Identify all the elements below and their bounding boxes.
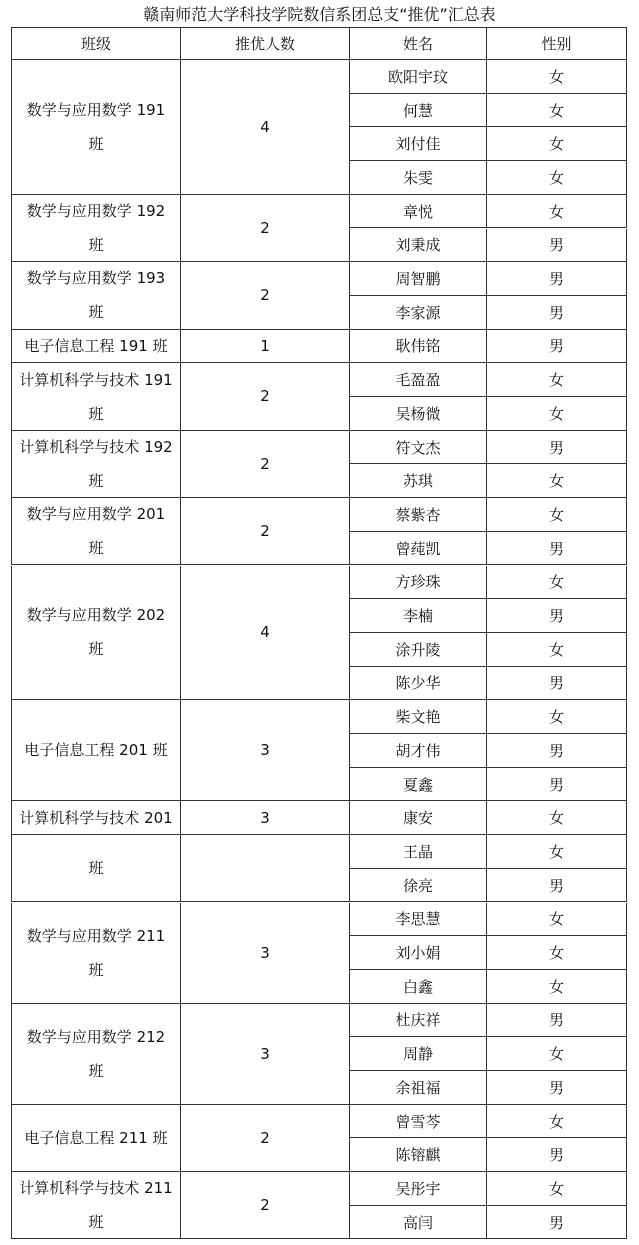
student-name-cell	[350, 464, 487, 498]
recommend-count-cell-text: 2	[260, 1196, 270, 1215]
student-gender-cell-text: 女	[548, 404, 564, 423]
student-gender-cell	[487, 1206, 627, 1240]
student-name-cell-text: 杜庆祥	[395, 1011, 441, 1030]
student-gender-cell	[487, 127, 627, 161]
student-gender-cell	[487, 296, 627, 330]
class-name-cell	[11, 835, 181, 902]
student-gender-cell-text: 男	[548, 438, 564, 457]
recommend-count-cell	[181, 835, 350, 902]
student-name-cell-text: 刘小娟	[395, 944, 441, 963]
recommend-count-cell	[181, 1105, 350, 1172]
student-gender-cell-text: 女	[548, 1112, 564, 1131]
header-cell	[350, 27, 487, 60]
table-title: 赣南师范大学科技学院数信系团总支“推优”汇总表	[143, 5, 496, 24]
student-name-cell	[350, 801, 487, 835]
header-cell-text: 性别	[541, 35, 572, 53]
student-gender-cell-text: 女	[548, 573, 564, 592]
student-name-cell-text: 徐亮	[402, 876, 433, 895]
recommend-count-cell-text: 2	[260, 387, 270, 406]
student-gender-cell	[487, 330, 627, 364]
student-name-cell	[350, 431, 487, 465]
student-name-cell-text: 毛盈盈	[395, 371, 441, 390]
student-gender-cell-text: 女	[548, 101, 564, 120]
student-name-cell	[350, 262, 487, 296]
recommend-count-cell-text: 2	[260, 454, 270, 473]
student-gender-cell-text: 男	[548, 775, 564, 794]
recommend-count-cell-text: 3	[260, 741, 270, 760]
class-name-cell-text: 数学与应用数学 202 班	[26, 606, 166, 659]
student-gender-cell	[487, 768, 627, 802]
student-name-cell-text: 李家源	[395, 303, 441, 322]
recommend-count-cell	[181, 330, 350, 364]
student-name-cell-text: 涂升陵	[395, 640, 441, 659]
student-gender-cell	[487, 835, 627, 869]
student-name-cell	[350, 1071, 487, 1105]
recommend-count-cell	[181, 700, 350, 801]
recommend-count-cell	[181, 262, 350, 329]
student-gender-cell	[487, 1172, 627, 1206]
student-gender-cell-text: 女	[548, 640, 564, 659]
student-name-cell	[350, 498, 487, 532]
recommend-count-cell	[181, 801, 350, 835]
student-name-cell-text: 高闫	[402, 1213, 433, 1232]
student-name-cell-text: 曾雪芩	[395, 1112, 441, 1131]
student-name-cell-text: 朱雯	[402, 168, 433, 187]
student-gender-cell	[487, 1105, 627, 1139]
student-gender-cell-text: 女	[548, 842, 564, 861]
class-name-cell	[11, 801, 181, 835]
student-name-cell-text: 李楠	[402, 607, 433, 626]
student-gender-cell-text: 男	[548, 876, 564, 895]
class-name-cell-text: 数学与应用数学 201 班	[26, 505, 166, 558]
student-gender-cell-text: 女	[548, 910, 564, 929]
class-name-cell	[11, 566, 181, 701]
student-gender-cell	[487, 363, 627, 397]
student-name-cell	[350, 734, 487, 768]
student-gender-cell	[487, 94, 627, 128]
header-cell-text: 推优人数	[234, 35, 295, 53]
student-gender-cell	[487, 801, 627, 835]
student-name-cell-text: 符文杰	[395, 438, 441, 457]
student-gender-cell	[487, 195, 627, 229]
recommend-count-cell	[181, 195, 350, 262]
recommend-count-cell-text: 2	[260, 522, 270, 541]
student-name-cell-text: 陈少华	[395, 674, 441, 693]
class-name-cell-text: 数学与应用数学 192 班	[26, 202, 166, 254]
student-name-cell-text: 柴文艳	[395, 708, 441, 727]
student-gender-cell	[487, 464, 627, 498]
student-name-cell	[350, 127, 487, 161]
recommend-count-cell-text: 4	[260, 623, 270, 642]
student-name-cell	[350, 161, 487, 195]
class-name-cell-text: 数学与应用数学 191 班	[26, 100, 166, 153]
student-gender-cell	[487, 431, 627, 465]
student-name-cell	[350, 835, 487, 869]
student-gender-cell-text: 男	[548, 337, 564, 356]
recommend-count-cell	[181, 1004, 350, 1105]
recommend-count-cell	[181, 363, 350, 430]
class-name-cell	[11, 1172, 181, 1239]
student-name-cell-text: 何慧	[402, 101, 433, 120]
student-name-cell	[350, 768, 487, 802]
student-gender-cell-text: 男	[548, 539, 564, 558]
student-gender-cell-text: 男	[548, 741, 564, 760]
student-gender-cell	[487, 734, 627, 768]
student-name-cell-text: 李思慧	[395, 910, 441, 929]
student-name-cell	[350, 903, 487, 937]
header-cell	[487, 27, 627, 60]
class-name-cell-text: 电子信息工程 211 班	[24, 1128, 168, 1147]
class-name-cell-text: 电子信息工程 201 班	[24, 741, 168, 760]
student-gender-cell	[487, 397, 627, 431]
student-name-cell	[350, 296, 487, 330]
student-gender-cell-text: 女	[548, 67, 564, 86]
student-name-cell	[350, 1004, 487, 1038]
student-name-cell	[350, 1138, 487, 1172]
student-name-cell	[350, 936, 487, 970]
recommend-count-cell-text: 1	[260, 336, 270, 355]
student-name-cell-text: 苏琪	[402, 472, 433, 491]
class-name-cell	[11, 700, 181, 801]
student-name-cell	[350, 700, 487, 734]
recommend-count-cell-text: 4	[260, 117, 270, 136]
student-name-cell-text: 周智鹏	[395, 270, 441, 289]
student-gender-cell	[487, 498, 627, 532]
student-gender-cell	[487, 599, 627, 633]
class-name-cell	[11, 330, 181, 364]
student-gender-cell-text: 男	[548, 674, 564, 693]
student-gender-cell-text: 男	[548, 270, 564, 289]
student-name-cell-text: 吴彤宇	[395, 1179, 441, 1198]
student-gender-cell-text: 男	[548, 1146, 564, 1165]
student-gender-cell	[487, 1004, 627, 1038]
student-name-cell-text: 周静	[402, 1045, 433, 1064]
student-gender-cell	[487, 161, 627, 195]
student-gender-cell-text: 女	[548, 472, 564, 491]
student-name-cell	[350, 599, 487, 633]
student-name-cell	[350, 330, 487, 364]
class-name-cell	[11, 903, 181, 1004]
recommend-count-cell	[181, 903, 350, 1004]
class-name-cell	[11, 498, 181, 565]
header-cell-text: 班级	[80, 35, 111, 53]
student-gender-cell-text: 男	[548, 236, 564, 255]
student-name-cell-text: 欧阳宇玟	[387, 67, 448, 86]
class-name-cell-text: 电子信息工程 191 班	[24, 336, 168, 355]
summary-table	[11, 27, 627, 1241]
student-name-cell	[350, 397, 487, 431]
student-gender-cell-text: 男	[548, 303, 564, 322]
header-cell-text: 姓名	[402, 35, 433, 53]
student-gender-cell-text: 男	[548, 1213, 564, 1232]
class-name-cell-text: 计算机科学与技术 211 班	[19, 1179, 173, 1232]
class-name-cell-text: 数学与应用数学 212 班	[26, 1027, 166, 1080]
student-gender-cell	[487, 566, 627, 600]
student-name-cell-text: 康安	[402, 809, 433, 828]
student-name-cell-text: 余祖福	[395, 1078, 441, 1097]
student-gender-cell	[487, 970, 627, 1004]
student-gender-cell	[487, 262, 627, 296]
recommend-count-cell-text: 2	[260, 286, 270, 305]
class-name-cell-text: 计算机科学与技术 192 班	[19, 437, 173, 490]
header-cell	[11, 27, 181, 60]
student-name-cell-text: 刘付佳	[395, 135, 441, 154]
student-name-cell-text: 刘秉成	[395, 236, 441, 255]
recommend-count-cell	[181, 566, 350, 701]
recommend-count-cell-text: 3	[260, 943, 270, 962]
student-gender-cell	[487, 60, 627, 94]
student-gender-cell	[487, 903, 627, 937]
student-gender-cell	[487, 700, 627, 734]
student-gender-cell	[487, 667, 627, 701]
student-gender-cell	[487, 1037, 627, 1071]
class-name-cell-text: 数学与应用数学 193 班	[26, 269, 166, 322]
student-gender-cell	[487, 1071, 627, 1105]
student-gender-cell-text: 男	[548, 1078, 564, 1097]
student-name-cell	[350, 1037, 487, 1071]
class-name-cell-text: 计算机科学与技术 191 班	[19, 370, 173, 423]
class-name-cell	[11, 195, 181, 262]
student-name-cell	[350, 195, 487, 229]
student-name-cell-text: 夏鑫	[402, 775, 433, 794]
student-name-cell	[350, 667, 487, 701]
student-name-cell	[350, 869, 487, 903]
recommend-count-cell	[181, 431, 350, 498]
student-gender-cell-text: 女	[548, 371, 564, 390]
class-name-cell	[11, 363, 181, 430]
student-gender-cell	[487, 936, 627, 970]
student-gender-cell-text: 女	[548, 809, 564, 828]
class-name-cell	[11, 60, 181, 195]
student-gender-cell-text: 女	[548, 708, 564, 727]
student-name-cell	[350, 566, 487, 600]
student-gender-cell-text: 女	[548, 1045, 564, 1064]
student-name-cell-text: 王晶	[402, 842, 433, 861]
recommend-count-cell	[181, 60, 350, 195]
recommend-count-cell-text: 2	[260, 218, 270, 237]
student-gender-cell	[487, 532, 627, 566]
student-gender-cell	[487, 869, 627, 903]
student-gender-cell	[487, 1138, 627, 1172]
class-name-cell-text: 计算机科学与技术 201	[19, 808, 173, 827]
class-name-cell	[11, 431, 181, 498]
student-name-cell-text: 陈镕麒	[395, 1146, 441, 1165]
student-gender-cell-text: 男	[548, 607, 564, 626]
student-gender-cell-text: 女	[548, 1179, 564, 1198]
student-gender-cell-text: 女	[548, 135, 564, 154]
class-name-cell-text: 班	[88, 859, 104, 878]
student-name-cell	[350, 94, 487, 128]
student-gender-cell	[487, 229, 627, 263]
student-name-cell	[350, 1105, 487, 1139]
student-gender-cell-text: 女	[548, 202, 564, 221]
recommend-count-cell-text: 2	[260, 1128, 270, 1147]
recommend-count-cell	[181, 498, 350, 565]
student-name-cell-text: 吴杨微	[395, 404, 441, 423]
class-name-cell	[11, 262, 181, 329]
class-name-cell-text: 数学与应用数学 211 班	[26, 926, 166, 979]
student-name-cell-text: 章悦	[402, 202, 433, 221]
student-name-cell	[350, 60, 487, 94]
class-name-cell	[11, 1004, 181, 1105]
student-name-cell	[350, 1206, 487, 1240]
student-gender-cell-text: 男	[548, 1011, 564, 1030]
student-gender-cell	[487, 633, 627, 667]
recommend-count-cell-text: 3	[260, 808, 270, 827]
student-name-cell-text: 白鑫	[402, 977, 433, 996]
recommend-count-cell	[181, 1172, 350, 1239]
student-name-cell-text: 胡才伟	[395, 741, 441, 760]
recommend-count-cell-text: 3	[260, 1044, 270, 1063]
student-name-cell-text: 蔡紫杏	[395, 505, 441, 524]
class-name-cell	[11, 1105, 181, 1172]
student-name-cell	[350, 1172, 487, 1206]
student-gender-cell-text: 女	[548, 944, 564, 963]
student-gender-cell-text: 女	[548, 168, 564, 187]
student-gender-cell-text: 女	[548, 505, 564, 524]
student-name-cell	[350, 532, 487, 566]
header-cell	[181, 27, 350, 60]
student-name-cell-text: 方珍珠	[395, 573, 441, 592]
student-name-cell-text: 耿伟铭	[395, 337, 441, 356]
student-name-cell	[350, 229, 487, 263]
student-name-cell	[350, 970, 487, 1004]
student-gender-cell-text: 女	[548, 977, 564, 996]
student-name-cell	[350, 633, 487, 667]
student-name-cell-text: 曾莼凯	[395, 539, 441, 558]
student-name-cell	[350, 363, 487, 397]
